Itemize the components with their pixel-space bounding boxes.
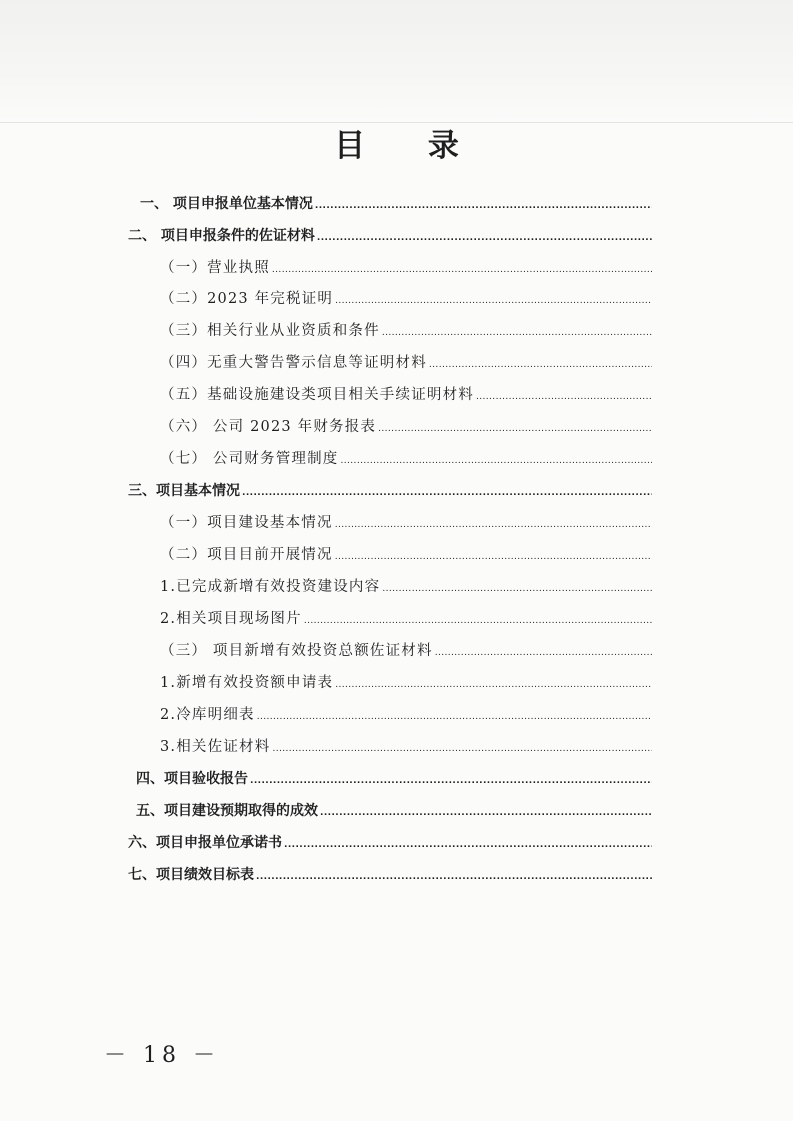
dot-leader bbox=[257, 701, 652, 731]
page-number: － 18 － bbox=[104, 1043, 220, 1068]
toc-entry[interactable] bbox=[136, 765, 652, 793]
dot-leader bbox=[315, 190, 652, 220]
toc-entry[interactable] bbox=[160, 573, 652, 601]
dot-leader bbox=[382, 573, 652, 603]
dot-leader bbox=[272, 733, 652, 763]
toc-entry-label: 3.相关佐证材料 bbox=[160, 739, 271, 755]
toc-entry-label: 四、项目验收报告 bbox=[136, 771, 248, 787]
toc-entry[interactable] bbox=[160, 413, 652, 441]
dot-leader bbox=[242, 477, 652, 507]
dot-leader bbox=[435, 637, 652, 667]
toc-entry-label: （二）2023 年完税证明 bbox=[160, 291, 334, 307]
dot-leader bbox=[304, 605, 652, 635]
toc-entry-label: （一）项目建设基本情况 bbox=[160, 515, 333, 531]
toc-entry[interactable] bbox=[160, 669, 652, 697]
dot-leader bbox=[476, 381, 652, 411]
toc-entry[interactable] bbox=[128, 477, 652, 505]
toc-entry-label: 五、项目建设预期取得的成效 bbox=[136, 803, 318, 819]
dot-leader bbox=[317, 222, 652, 252]
dot-leader bbox=[382, 317, 652, 347]
dot-leader bbox=[272, 254, 652, 284]
toc-entry[interactable] bbox=[160, 445, 652, 473]
toc-entry-label: 2.冷库明细表 bbox=[160, 707, 255, 723]
page-title: 目 录 bbox=[334, 128, 485, 164]
toc-entry-label: （二）项目目前开展情况 bbox=[160, 547, 333, 563]
toc-entry[interactable] bbox=[160, 349, 652, 377]
dot-leader bbox=[284, 829, 652, 859]
toc-entry[interactable] bbox=[160, 254, 652, 282]
dot-leader bbox=[335, 509, 652, 539]
toc-entry-label: 2.相关项目现场图片 bbox=[160, 611, 302, 627]
toc-entry[interactable] bbox=[160, 733, 652, 761]
toc-entry-label: （六） 公司 2023 年财务报表 bbox=[160, 419, 377, 435]
toc-entry[interactable] bbox=[136, 797, 652, 825]
toc-entry-label: 六、项目申报单位承诺书 bbox=[128, 835, 282, 851]
toc-entry[interactable] bbox=[160, 317, 652, 345]
toc-entry[interactable] bbox=[128, 829, 652, 857]
dot-leader bbox=[378, 413, 652, 443]
toc-entry-label: （四）无重大警告警示信息等证明材料 bbox=[160, 355, 427, 371]
toc-entry[interactable] bbox=[160, 509, 652, 537]
toc-entry-label: 1.已完成新增有效投资建设内容 bbox=[160, 579, 381, 595]
toc-entry[interactable] bbox=[160, 637, 652, 665]
toc-entry[interactable] bbox=[140, 190, 652, 218]
dot-leader bbox=[429, 349, 652, 379]
toc-entry-label: 1.新增有效投资额申请表 bbox=[160, 675, 334, 691]
toc-entry-label: （三） 项目新增有效投资总额佐证材料 bbox=[160, 643, 433, 659]
dot-leader bbox=[335, 669, 652, 699]
dot-leader bbox=[320, 797, 652, 827]
toc-entry-label: 三、项目基本情况 bbox=[128, 483, 240, 499]
toc-entry-label: 二、 项目申报条件的佐证材料 bbox=[128, 228, 315, 244]
toc-entry-label: （一）营业执照 bbox=[160, 260, 270, 276]
toc-entry[interactable] bbox=[128, 861, 652, 889]
dot-leader bbox=[250, 765, 652, 795]
toc-entry[interactable] bbox=[160, 605, 652, 633]
toc-entry-label: 一、 项目申报单位基本情况 bbox=[140, 196, 313, 212]
toc-entry[interactable] bbox=[128, 222, 652, 250]
dot-leader bbox=[335, 541, 652, 571]
toc-entry-label: （七） 公司财务管理制度 bbox=[160, 451, 339, 467]
toc-entry-label: （五）基础设施建设类项目相关手续证明材料 bbox=[160, 387, 474, 403]
toc-entry[interactable] bbox=[160, 541, 652, 569]
dot-leader bbox=[341, 445, 652, 475]
toc-entry[interactable] bbox=[160, 381, 652, 409]
toc-entry-label: 七、项目绩效目标表 bbox=[128, 867, 254, 883]
toc-entry-label: （三）相关行业从业资质和条件 bbox=[160, 323, 380, 339]
scan-shadow bbox=[0, 0, 793, 122]
toc-entry[interactable] bbox=[160, 285, 652, 313]
toc-entry[interactable] bbox=[160, 701, 652, 729]
dot-leader bbox=[256, 861, 652, 891]
dot-leader bbox=[335, 285, 652, 315]
